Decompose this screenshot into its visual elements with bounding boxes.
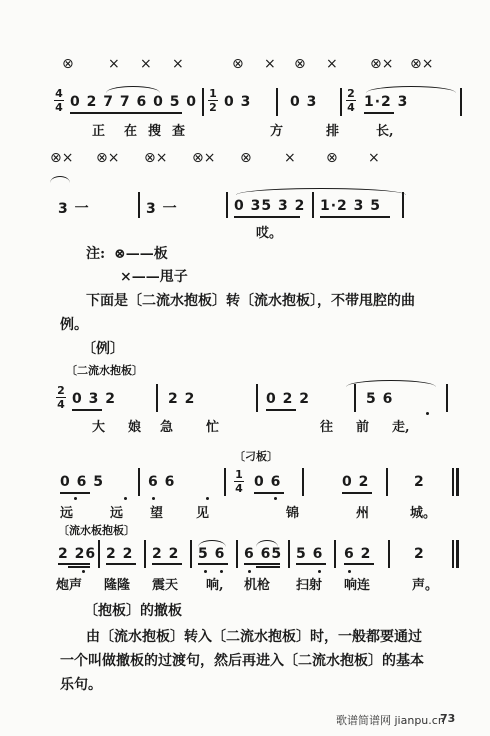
- slur: [256, 540, 278, 547]
- beam-line: [70, 112, 182, 114]
- bar-line: [276, 88, 278, 116]
- ban-shuaizi-symbol: ⊗×: [50, 150, 74, 166]
- low-octave-dot: [348, 570, 351, 573]
- bar-line: [312, 192, 314, 218]
- low-octave-dot: [426, 412, 429, 415]
- bar-line: [138, 468, 140, 496]
- legend-ban: ⊗——板: [114, 246, 168, 262]
- bar-line: [224, 468, 226, 496]
- measure-notes: 2 26: [58, 546, 97, 562]
- time-signature: 2 4: [347, 87, 355, 114]
- shuaizi-symbol: ×: [264, 56, 276, 72]
- bar-line: [226, 192, 228, 218]
- shuaizi-symbol: ×: [368, 150, 380, 166]
- measure-notes: 0 6 5: [60, 474, 104, 490]
- low-octave-dot: [248, 570, 251, 573]
- lyric: 震天: [152, 578, 179, 593]
- bar-line: [144, 540, 146, 568]
- measure-notes: 0 35 3 2: [234, 198, 306, 214]
- measure-notes: 6 6: [148, 474, 176, 490]
- shuaizi-symbol: ×: [108, 56, 120, 72]
- measure-notes: 0 2: [342, 474, 370, 490]
- ban-symbol: ⊗: [294, 56, 306, 72]
- low-octave-dot: [274, 497, 277, 500]
- bar-line: [452, 468, 454, 496]
- paragraph-line: 一个叫做撤板的过渡句，然后再进入〔二流水抱板〕的基本: [60, 653, 424, 669]
- beam-line: [106, 563, 136, 565]
- measure-notes: 3 一: [146, 201, 178, 217]
- ban-symbol: ⊗: [62, 56, 74, 72]
- watermark-text: 歌谱简谱网 jianpu.cn: [336, 714, 445, 727]
- final-bar-line: [456, 468, 459, 496]
- low-octave-dot: [82, 570, 85, 573]
- lyric: 炮声: [56, 578, 83, 593]
- measure-notes: 2: [414, 474, 425, 490]
- slur: [346, 380, 436, 387]
- beam-line: [72, 409, 102, 411]
- lyric: 远: [60, 506, 74, 521]
- measure-notes: 5 6: [296, 546, 324, 562]
- lyric: 方: [270, 124, 284, 139]
- measure-notes: 0 2 7 7 6 0 5 0: [70, 94, 198, 110]
- section-tag: 〔二流水抱板〕: [66, 364, 143, 377]
- measure-notes: 1·2 3: [364, 94, 409, 110]
- bar-line: [202, 88, 204, 116]
- low-octave-dot: [124, 497, 127, 500]
- measure-notes: 2 2: [152, 546, 180, 562]
- measure-notes: 6 65: [244, 546, 283, 562]
- low-octave-dot: [220, 570, 223, 573]
- measure-notes: 0 2 2: [266, 391, 310, 407]
- lyric: 州: [356, 506, 370, 521]
- slur: [198, 540, 226, 547]
- final-bar-line: [456, 540, 459, 568]
- bar-line: [236, 540, 238, 568]
- time-signature: 1 4: [235, 468, 243, 495]
- lyric: 望: [150, 506, 164, 521]
- lyric: 长,: [376, 124, 394, 139]
- low-octave-dot: [318, 570, 321, 573]
- bar-line: [354, 384, 356, 412]
- lyric: 机枪: [244, 578, 271, 593]
- bar-line: [288, 540, 290, 568]
- lyric: 娘: [128, 420, 142, 435]
- lyric: 声。: [412, 578, 439, 593]
- bar-line: [402, 192, 404, 218]
- lyric: 扫射: [296, 578, 323, 593]
- legend-shuaizi: ×——甩子: [120, 269, 188, 285]
- bar-line: [302, 468, 304, 496]
- measure-notes: 2 2: [168, 391, 196, 407]
- beam-line: [254, 492, 284, 494]
- ban-shuaizi-symbol: ⊗×: [410, 56, 434, 72]
- lyric: 搜: [148, 124, 162, 139]
- legend-prefix: 注:: [86, 246, 106, 262]
- slur: [50, 176, 70, 183]
- bar-line: [388, 540, 390, 568]
- ban-symbol: ⊗: [232, 56, 244, 72]
- beam-line: [364, 112, 394, 114]
- shuaizi-symbol: ×: [140, 56, 152, 72]
- bar-line: [446, 384, 448, 412]
- beam-line: [256, 566, 280, 568]
- beam-line: [296, 563, 326, 565]
- low-octave-dot: [74, 497, 77, 500]
- lyric: 城。: [410, 506, 437, 521]
- shuaizi-symbol: ×: [172, 56, 184, 72]
- lyric: 排: [326, 124, 340, 139]
- section-heading: 〔抱板〕的撤板: [84, 603, 182, 619]
- beam-line: [198, 563, 228, 565]
- beam-line: [342, 492, 372, 494]
- paragraph-line: 下面是〔二流水抱板〕转〔流水抱板〕，不带甩腔的曲: [86, 293, 415, 309]
- lyric: 远: [110, 506, 124, 521]
- lyric: 急: [160, 420, 174, 435]
- beam-line: [344, 563, 374, 565]
- beam-line: [60, 492, 90, 494]
- lyric: 查: [172, 124, 186, 139]
- ban-shuaizi-symbol: ⊗×: [370, 56, 394, 72]
- shuaizi-symbol: ×: [284, 150, 296, 166]
- bar-line: [340, 88, 342, 116]
- paragraph-line: 乐句。: [60, 677, 102, 693]
- measure-notes: 1·2 3 5: [320, 198, 382, 214]
- low-octave-dot: [152, 497, 155, 500]
- lyric: 往: [320, 420, 334, 435]
- bar-line: [386, 468, 388, 496]
- measure-notes: 5 6: [198, 546, 226, 562]
- beam-line: [234, 216, 300, 218]
- slur: [106, 86, 160, 93]
- measure-notes: 6 2: [344, 546, 372, 562]
- lyric: 前: [356, 420, 370, 435]
- beam-line: [68, 566, 90, 568]
- lyric: 在: [124, 124, 138, 139]
- ban-shuaizi-symbol: ⊗×: [192, 150, 216, 166]
- beam-line: [266, 409, 296, 411]
- measure-notes: 5 6: [366, 391, 394, 407]
- lyric: 正: [92, 124, 106, 139]
- lyric: 锦: [286, 506, 300, 521]
- bar-line: [256, 384, 258, 412]
- bar-line: [98, 540, 100, 568]
- lyric: 哎。: [256, 226, 283, 241]
- time-signature: 2 4: [57, 384, 65, 411]
- beam-line: [152, 563, 182, 565]
- bar-line: [156, 384, 158, 412]
- ban-symbol: ⊗: [240, 150, 252, 166]
- bar-line: [334, 540, 336, 568]
- section-tag: 〔流水板抱板〕: [58, 524, 135, 537]
- slur: [366, 86, 456, 93]
- paragraph-line: 例。: [60, 317, 88, 333]
- page-number: 73: [440, 712, 456, 725]
- ban-shuaizi-symbol: ⊗×: [96, 150, 120, 166]
- section-tag: 〔刁板〕: [234, 450, 278, 463]
- slur: [236, 188, 406, 195]
- beam-line: [244, 563, 280, 565]
- bar-line: [138, 192, 140, 218]
- beam-line: [320, 216, 390, 218]
- lyric: 见: [196, 506, 210, 521]
- measure-notes: 0 3 2: [72, 391, 116, 407]
- paragraph-line: 由〔流水抱板〕转入〔二流水抱板〕时，一般都要通过: [86, 629, 422, 645]
- ban-symbol: ⊗: [326, 150, 338, 166]
- bar-line: [452, 540, 454, 568]
- beam-line: [58, 563, 90, 565]
- lyric: 走,: [392, 420, 410, 435]
- example-label: 〔例〕: [82, 341, 124, 357]
- measure-notes: 0 3: [290, 94, 318, 110]
- measure-notes: 3 一: [58, 201, 90, 217]
- lyric: 忙: [206, 420, 220, 435]
- measure-notes: 2 2: [106, 546, 134, 562]
- lyric: 响连: [344, 578, 371, 593]
- bar-line: [190, 540, 192, 568]
- shuaizi-symbol: ×: [326, 56, 338, 72]
- lyric: 响,: [206, 578, 224, 593]
- measure-notes: 2: [414, 546, 425, 562]
- time-signature: 1 2: [209, 87, 217, 114]
- lyric: 隆隆: [104, 578, 131, 593]
- measure-notes: 0 3: [224, 94, 252, 110]
- low-octave-dot: [206, 497, 209, 500]
- bar-line: [460, 88, 462, 116]
- ban-shuaizi-symbol: ⊗×: [144, 150, 168, 166]
- low-octave-dot: [204, 570, 207, 573]
- lyric: 大: [92, 420, 106, 435]
- time-signature: 4 4: [55, 87, 63, 114]
- measure-notes: 0 6: [254, 474, 282, 490]
